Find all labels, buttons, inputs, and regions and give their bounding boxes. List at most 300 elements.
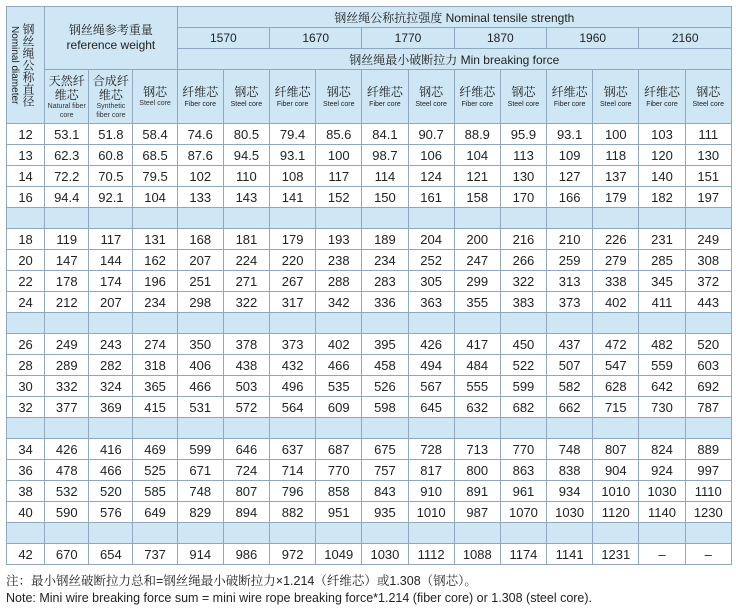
- table-cell: 863: [500, 460, 546, 481]
- core-steel-header-en: Steel core: [692, 101, 725, 108]
- grade-header: 1670: [270, 28, 362, 49]
- table-cell: 438: [223, 355, 269, 376]
- core-fiber-header: [362, 70, 408, 124]
- note-cn: 注：最小钢丝破断拉力总和=钢丝绳最小破断拉力×1.214（纤维芯）或1.308（钢芯）。: [6, 574, 477, 588]
- table-cell: 426: [45, 439, 89, 460]
- diameter-cell: 42: [7, 544, 45, 565]
- table-cell: 1030: [362, 544, 408, 565]
- table-cell: 426: [408, 334, 454, 355]
- table-cell: 961: [500, 481, 546, 502]
- table-cell: 216: [500, 229, 546, 250]
- table-cell: 207: [177, 250, 223, 271]
- table-cell: 178: [45, 271, 89, 292]
- separator-cell: [89, 313, 133, 334]
- table-row: [7, 376, 732, 397]
- table-cell: 713: [454, 439, 500, 460]
- core-fiber-header: [270, 70, 316, 124]
- separator-cell: [223, 418, 269, 439]
- table-cell: 715: [593, 397, 639, 418]
- rope-spec-table-container: [6, 6, 732, 565]
- table-cell: 748: [177, 481, 223, 502]
- table-cell: 117: [316, 166, 362, 187]
- core-fiber-header-en: Fiber core: [646, 101, 678, 108]
- diameter-cell: 34: [7, 439, 45, 460]
- table-cell: 564: [270, 397, 316, 418]
- separator-cell: [593, 208, 639, 229]
- table-cell: 355: [454, 292, 500, 313]
- table-cell: –: [639, 544, 685, 565]
- diameter-cell: 36: [7, 460, 45, 481]
- separator-cell: [685, 208, 731, 229]
- core-fiber-header: [639, 70, 685, 124]
- table-cell: 94.5: [223, 145, 269, 166]
- diameter-header-en: Nominal diameter: [9, 25, 20, 105]
- table-cell: 1049: [316, 544, 362, 565]
- table-cell: 365: [133, 376, 177, 397]
- table-cell: 494: [408, 355, 454, 376]
- table-cell: 383: [500, 292, 546, 313]
- core-steel-header-cn: 钢芯: [326, 85, 351, 99]
- table-cell: 231: [639, 229, 685, 250]
- separator-cell: [133, 208, 177, 229]
- separator-cell: [45, 313, 89, 334]
- table-cell: 308: [685, 250, 731, 271]
- table-cell: 1070: [500, 502, 546, 523]
- separator-cell: [177, 208, 223, 229]
- separator-cell: [454, 208, 500, 229]
- table-cell: 628: [593, 376, 639, 397]
- separator-cell: [547, 313, 593, 334]
- core-steel-header: [316, 70, 362, 124]
- table-cell: 342: [316, 292, 362, 313]
- table-cell: 108: [270, 166, 316, 187]
- table-cell: 535: [316, 376, 362, 397]
- table-cell: 182: [639, 187, 685, 208]
- table-cell: 279: [593, 250, 639, 271]
- table-cell: 1120: [593, 502, 639, 523]
- table-cell: 585: [133, 481, 177, 502]
- table-cell: 193: [316, 229, 362, 250]
- table-cell: 114: [362, 166, 408, 187]
- table-cell: 800: [454, 460, 500, 481]
- separator-cell: [547, 208, 593, 229]
- separator-cell: [408, 208, 454, 229]
- separator-cell: [316, 208, 362, 229]
- separator-cell: [500, 208, 546, 229]
- separator-cell: [177, 418, 223, 439]
- table-cell: 131: [133, 229, 177, 250]
- diameter-cell: 20: [7, 250, 45, 271]
- table-cell: 997: [685, 460, 731, 481]
- table-row: [7, 502, 732, 523]
- table-cell: 395: [362, 334, 408, 355]
- table-cell: 496: [270, 376, 316, 397]
- core-fiber-header-cn: 纤维芯: [459, 85, 496, 99]
- table-cell: 373: [547, 292, 593, 313]
- table-cell: 737: [133, 544, 177, 565]
- table-cell: 130: [685, 145, 731, 166]
- table-cell: 70.5: [89, 166, 133, 187]
- table-cell: 119: [45, 229, 89, 250]
- table-cell: 507: [547, 355, 593, 376]
- group-separator: [7, 523, 732, 544]
- table-cell: 987: [454, 502, 500, 523]
- separator-cell: [408, 418, 454, 439]
- table-cell: 271: [223, 271, 269, 292]
- separator-cell: [639, 523, 685, 544]
- core-steel-header-en: Steel core: [230, 101, 263, 108]
- diameter-cell: 14: [7, 166, 45, 187]
- diameter-cell: 12: [7, 124, 45, 145]
- core-fiber-header-en: Fiber core: [461, 101, 494, 108]
- core-steel-header-cn: 钢芯: [696, 85, 721, 99]
- core-steel-header-en: Steel core: [322, 101, 355, 108]
- table-cell: 559: [639, 355, 685, 376]
- separator-cell: [316, 418, 362, 439]
- min-breaking-force-header: 钢丝绳最小破断拉力 Min breaking force: [177, 49, 731, 70]
- table-cell: 197: [685, 187, 731, 208]
- table-row: [7, 166, 732, 187]
- table-cell: 318: [133, 355, 177, 376]
- core-fiber-header-en: Fiber core: [553, 101, 586, 108]
- table-cell: 274: [133, 334, 177, 355]
- table-cell: 654: [89, 544, 133, 565]
- table-cell: 482: [639, 334, 685, 355]
- diameter-cell: 38: [7, 481, 45, 502]
- table-cell: 632: [454, 397, 500, 418]
- table-cell: 147: [45, 250, 89, 271]
- table-cell: 324: [89, 376, 133, 397]
- table-cell: 531: [177, 397, 223, 418]
- table-cell: 469: [133, 439, 177, 460]
- core-fiber-header: [177, 70, 223, 124]
- table-cell: 910: [408, 481, 454, 502]
- core-steel-header-cn: 钢芯: [603, 85, 628, 99]
- table-cell: 466: [177, 376, 223, 397]
- table-cell: 68.5: [133, 145, 177, 166]
- table-cell: 714: [270, 460, 316, 481]
- table-cell: 687: [316, 439, 362, 460]
- table-cell: 247: [454, 250, 500, 271]
- separator-cell: [7, 208, 45, 229]
- weight-col-header: [133, 70, 177, 124]
- separator-cell: [270, 418, 316, 439]
- table-cell: 757: [362, 460, 408, 481]
- weight-col-header: [89, 70, 133, 124]
- table-cell: 179: [270, 229, 316, 250]
- table-cell: 432: [270, 355, 316, 376]
- table-cell: 220: [270, 250, 316, 271]
- table-cell: 150: [362, 187, 408, 208]
- table-cell: 98.7: [362, 145, 408, 166]
- table-cell: 62.3: [45, 145, 89, 166]
- table-cell: 79.5: [133, 166, 177, 187]
- table-row: [7, 292, 732, 313]
- table-row: [7, 355, 732, 376]
- table-row: [7, 250, 732, 271]
- table-cell: 100: [316, 145, 362, 166]
- table-cell: 417: [454, 334, 500, 355]
- core-fiber-header-cn: 纤维芯: [274, 85, 311, 99]
- table-cell: –: [685, 544, 731, 565]
- table-cell: 567: [408, 376, 454, 397]
- table-cell: 345: [639, 271, 685, 292]
- table-cell: 179: [593, 187, 639, 208]
- table-cell: 102: [177, 166, 223, 187]
- core-steel-header: [593, 70, 639, 124]
- separator-cell: [593, 418, 639, 439]
- table-cell: 104: [454, 145, 500, 166]
- grade-header: 2160: [639, 28, 732, 49]
- ref-weight-header: [45, 7, 178, 70]
- separator-cell: [593, 523, 639, 544]
- table-cell: 843: [362, 481, 408, 502]
- table-cell: 525: [133, 460, 177, 481]
- diameter-cell: 28: [7, 355, 45, 376]
- separator-cell: [7, 313, 45, 334]
- table-cell: 770: [316, 460, 362, 481]
- table-cell: 332: [45, 376, 89, 397]
- table-cell: 986: [223, 544, 269, 565]
- separator-cell: [547, 523, 593, 544]
- separator-cell: [639, 418, 685, 439]
- separator-cell: [500, 313, 546, 334]
- table-cell: 443: [685, 292, 731, 313]
- table-cell: 168: [177, 229, 223, 250]
- table-cell: 972: [270, 544, 316, 565]
- table-cell: 662: [547, 397, 593, 418]
- table-cell: 522: [500, 355, 546, 376]
- separator-cell: [133, 523, 177, 544]
- table-cell: 609: [316, 397, 362, 418]
- table-cell: 466: [89, 460, 133, 481]
- table-cell: 882: [270, 502, 316, 523]
- table-cell: 90.7: [408, 124, 454, 145]
- table-cell: 161: [408, 187, 454, 208]
- separator-cell: [685, 523, 731, 544]
- table-cell: 1141: [547, 544, 593, 565]
- weight-col-header-en: Natural fiber core: [47, 102, 86, 119]
- table-cell: 807: [593, 439, 639, 460]
- table-cell: 152: [316, 187, 362, 208]
- table-cell: 283: [362, 271, 408, 292]
- table-row: [7, 439, 732, 460]
- table-cell: 503: [223, 376, 269, 397]
- table-cell: 402: [593, 292, 639, 313]
- table-row: [7, 187, 732, 208]
- separator-cell: [454, 523, 500, 544]
- table-cell: 51.8: [89, 124, 133, 145]
- table-row: [7, 544, 732, 565]
- weight-col-header: [45, 70, 89, 124]
- table-cell: 234: [362, 250, 408, 271]
- table-cell: 796: [270, 481, 316, 502]
- core-steel-header-en: Steel core: [507, 101, 540, 108]
- table-cell: 212: [45, 292, 89, 313]
- table-cell: 406: [177, 355, 223, 376]
- table-cell: 305: [408, 271, 454, 292]
- table-cell: 645: [408, 397, 454, 418]
- diameter-cell: 30: [7, 376, 45, 397]
- separator-cell: [270, 523, 316, 544]
- separator-cell: [362, 523, 408, 544]
- table-cell: 599: [177, 439, 223, 460]
- table-cell: 1174: [500, 544, 546, 565]
- core-fiber-header: [454, 70, 500, 124]
- table-cell: 817: [408, 460, 454, 481]
- separator-cell: [547, 418, 593, 439]
- separator-cell: [316, 523, 362, 544]
- separator-cell: [316, 313, 362, 334]
- table-cell: 730: [639, 397, 685, 418]
- table-cell: 904: [593, 460, 639, 481]
- core-steel-header: [223, 70, 269, 124]
- table-cell: 526: [362, 376, 408, 397]
- table-cell: 207: [89, 292, 133, 313]
- diameter-cell: 32: [7, 397, 45, 418]
- table-cell: 642: [639, 376, 685, 397]
- table-cell: 599: [500, 376, 546, 397]
- table-cell: 95.9: [500, 124, 546, 145]
- table-cell: 106: [408, 145, 454, 166]
- weight-col-header-cn: 钢芯: [143, 85, 168, 99]
- table-cell: 889: [685, 439, 731, 460]
- separator-cell: [408, 313, 454, 334]
- separator-cell: [454, 313, 500, 334]
- core-fiber-header-cn: 纤维芯: [182, 85, 219, 99]
- separator-cell: [177, 313, 223, 334]
- table-cell: 415: [133, 397, 177, 418]
- diameter-cell: 16: [7, 187, 45, 208]
- table-cell: 124: [408, 166, 454, 187]
- table-cell: 249: [685, 229, 731, 250]
- table-cell: 204: [408, 229, 454, 250]
- table-cell: 120: [639, 145, 685, 166]
- separator-cell: [454, 418, 500, 439]
- table-cell: 824: [639, 439, 685, 460]
- table-cell: 520: [89, 481, 133, 502]
- diameter-cell: 40: [7, 502, 45, 523]
- table-cell: 133: [177, 187, 223, 208]
- grade-header: 1770: [362, 28, 454, 49]
- group-separator: [7, 313, 732, 334]
- weight-col-header-en: Steel core: [139, 100, 171, 107]
- table-cell: 259: [547, 250, 593, 271]
- table-cell: 288: [316, 271, 362, 292]
- table-cell: 243: [89, 334, 133, 355]
- table-cell: 1088: [454, 544, 500, 565]
- table-cell: 350: [177, 334, 223, 355]
- table-cell: 299: [454, 271, 500, 292]
- table-cell: 93.1: [547, 124, 593, 145]
- table-cell: 140: [639, 166, 685, 187]
- core-steel-header: [500, 70, 546, 124]
- table-cell: 1140: [639, 502, 685, 523]
- grade-header: 1570: [177, 28, 269, 49]
- table-cell: 224: [223, 250, 269, 271]
- grade-header: 1960: [547, 28, 639, 49]
- table-cell: 113: [500, 145, 546, 166]
- table-cell: 158: [454, 187, 500, 208]
- table-cell: 137: [593, 166, 639, 187]
- table-cell: 572: [223, 397, 269, 418]
- table-cell: 181: [223, 229, 269, 250]
- core-fiber-header-cn: 纤维芯: [366, 85, 403, 99]
- table-cell: 372: [685, 271, 731, 292]
- table-cell: 411: [639, 292, 685, 313]
- table-cell: 79.4: [270, 124, 316, 145]
- table-cell: 87.6: [177, 145, 223, 166]
- note-en: Note: Mini wire breaking force sum = mini wire rope breaking force*1.214 (fiber core) or 1.308 (steel core).: [6, 591, 593, 605]
- table-row: [7, 334, 732, 355]
- table-cell: 724: [223, 460, 269, 481]
- table-cell: 484: [454, 355, 500, 376]
- table-cell: 170: [500, 187, 546, 208]
- table-cell: 402: [316, 334, 362, 355]
- table-cell: 576: [89, 502, 133, 523]
- table-cell: 1230: [685, 502, 731, 523]
- table-cell: 80.5: [223, 124, 269, 145]
- separator-cell: [133, 313, 177, 334]
- weight-col-header-cn: 天然纤维芯: [48, 73, 85, 102]
- tensile-strength-header: 钢丝绳公称抗拉强度 Nominal tensile strength: [177, 7, 731, 28]
- table-cell: 1030: [547, 502, 593, 523]
- table-cell: 104: [133, 187, 177, 208]
- table-cell: 338: [593, 271, 639, 292]
- table-cell: 130: [500, 166, 546, 187]
- table-cell: 1010: [593, 481, 639, 502]
- table-row: [7, 124, 732, 145]
- table-cell: 93.1: [270, 145, 316, 166]
- separator-cell: [270, 313, 316, 334]
- table-row: [7, 481, 732, 502]
- table-cell: 728: [408, 439, 454, 460]
- separator-cell: [362, 208, 408, 229]
- separator-cell: [362, 313, 408, 334]
- table-cell: 336: [362, 292, 408, 313]
- separator-cell: [270, 208, 316, 229]
- diameter-header: [7, 7, 45, 124]
- table-cell: 189: [362, 229, 408, 250]
- separator-cell: [177, 523, 223, 544]
- table-cell: 377: [45, 397, 89, 418]
- table-cell: 174: [89, 271, 133, 292]
- core-steel-header-cn: 钢芯: [234, 85, 259, 99]
- table-row: [7, 229, 732, 250]
- diameter-header-cn: 钢丝绳公称直径: [21, 23, 35, 107]
- table-cell: 127: [547, 166, 593, 187]
- table-cell: 555: [454, 376, 500, 397]
- table-cell: 110: [223, 166, 269, 187]
- table-cell: 162: [133, 250, 177, 271]
- core-fiber-header-cn: 纤维芯: [551, 85, 588, 99]
- table-cell: 92.1: [89, 187, 133, 208]
- separator-cell: [223, 208, 269, 229]
- table-cell: 200: [454, 229, 500, 250]
- table-cell: 251: [177, 271, 223, 292]
- group-separator: [7, 418, 732, 439]
- table-cell: 458: [362, 355, 408, 376]
- separator-cell: [362, 418, 408, 439]
- core-fiber-header: [547, 70, 593, 124]
- table-cell: 520: [685, 334, 731, 355]
- table-cell: 103: [639, 124, 685, 145]
- table-cell: 914: [177, 544, 223, 565]
- table-cell: 143: [223, 187, 269, 208]
- table-cell: 282: [89, 355, 133, 376]
- table-cell: 637: [270, 439, 316, 460]
- separator-cell: [639, 208, 685, 229]
